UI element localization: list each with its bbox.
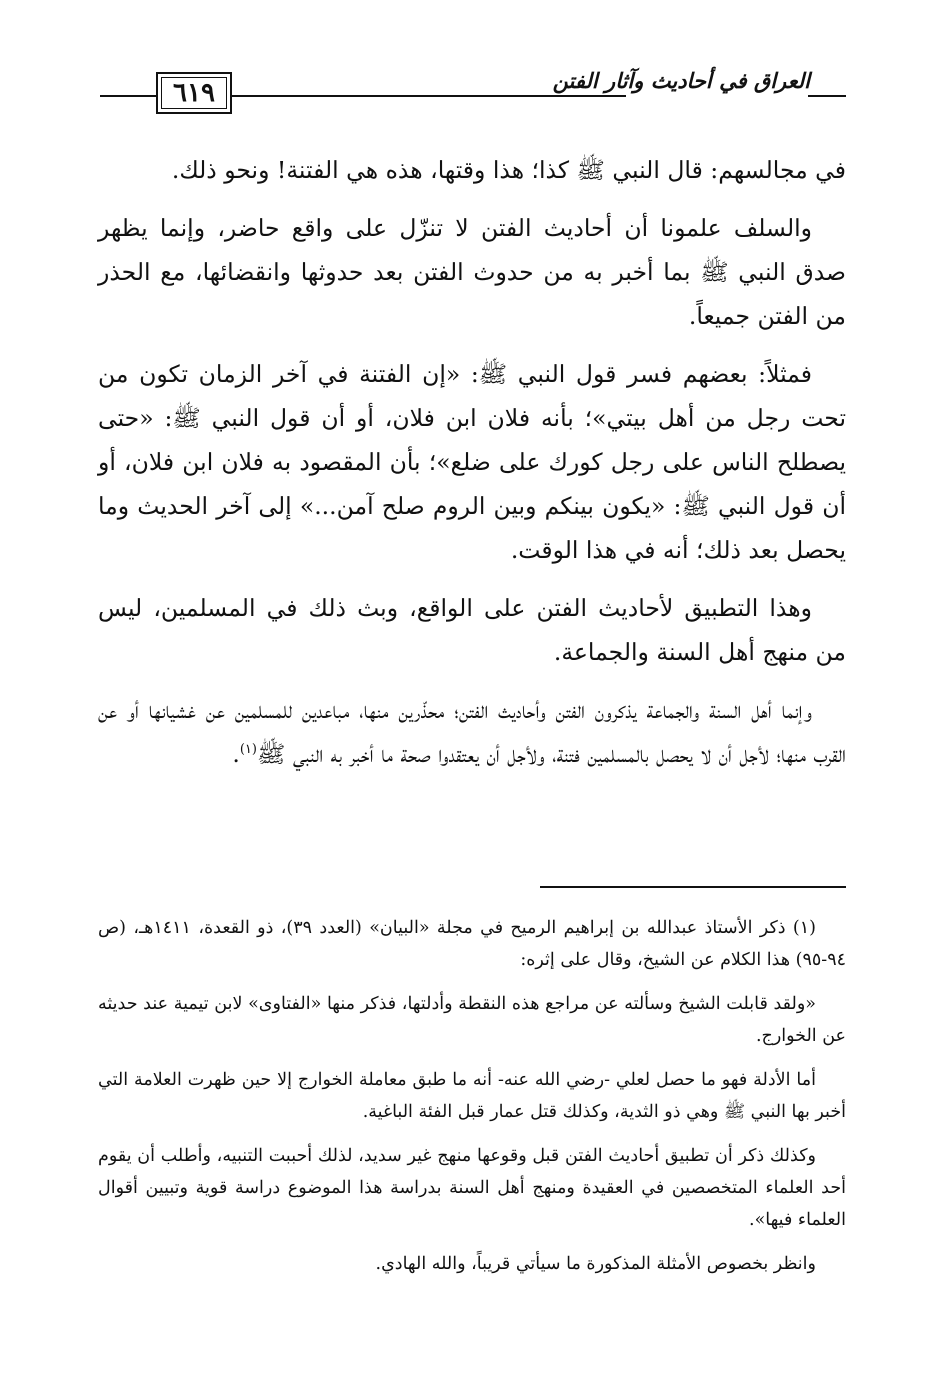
paragraph: وهذا التطبيق لأحاديث الفتن على الواقع، وبث ذلك في المسلمين، ليس من منهج أهل السنة والجماعة. bbox=[98, 594, 846, 666]
footnote-quote: «ولقد قابلت الشيخ وسألته عن مراجع هذه النقطة وأدلتها، فذكر منها «الفتاوى» لابن تيمية عند حديثه عن الخوارج. bbox=[98, 994, 846, 1046]
footnote-1: (١) ذكر الأستاذ عبدالله بن إبراهيم الرميح في مجلة «البيان» (العدد ٣٩)، ذو القعدة، ١٤١١هـ، (ص ٩٤-٩٥) هذا الكلام عن الشيخ، وقال على إثره: bbox=[98, 918, 846, 970]
paragraph: في مجالسهم: قال النبي ﷺ كذا؛ هذا وقتها، هذه هي الفتنة! ونحو ذلك. bbox=[171, 156, 846, 184]
paragraph-end-punctuation: . bbox=[232, 740, 240, 768]
footnotes bbox=[98, 912, 846, 1292]
paragraph-last bbox=[98, 688, 846, 776]
footnote-quote: وكذلك ذكر أن تطبيق أحاديث الفتن قبل وقوعها منهج غير سديد، لذلك أحببت التنبيه، وأطلب أن يقوم أحد العلماء المتخصصين في العقيدة ومنهج أهل السنة بدراسة هذا الموضوع دراسة قوية وتبيين أقوال العلماء فيها». bbox=[98, 1146, 846, 1230]
paragraph-text: وإنما أهل السنة والجماعة يذكرون الفتن وأحاديث الفتن؛ محذّرين منها، مباعدين للمسلمين عن غشيانها أو عن القرب منها؛ لأجل أن لا يحصل بالمسلمين فتنة، ولأجل أن يعتقدوا صحة ما أخبر به النبي ﷺ bbox=[98, 696, 846, 768]
footnote-reference[interactable]: (١) bbox=[239, 742, 257, 758]
footnote-separator bbox=[540, 886, 846, 888]
footnote-note: وانظر بخصوص الأمثلة المذكورة ما سيأتي قريباً، والله الهادي. bbox=[375, 1254, 816, 1274]
paragraph: فمثلاً: بعضهم فسر قول النبي ﷺ: «إن الفتنة في آخر الزمان تكون من تحت رجل من أهل بيتي»؛ بأنه فلان ابن فلان، أو أن قول النبي ﷺ: «حتى يصطلح الناس على رجل كورك على ضلع»؛ بأن المقصود به فلان ابن فلان، أو أن قول النبي ﷺ: «يكون بينكم وبين الروم صلح آمن...» إلى آخر الحديث وما يحصل بعد ذلك؛ أنه في هذا الوقت. bbox=[98, 360, 846, 564]
header-rule-middle bbox=[232, 95, 626, 97]
page-number-box bbox=[156, 72, 232, 114]
header-rule-left bbox=[100, 95, 156, 97]
book-title: العراق في أحاديث وآثار الفتن bbox=[552, 68, 810, 93]
header-rule-right bbox=[808, 95, 846, 97]
page-number: ٦١٩ bbox=[173, 78, 215, 108]
paragraph: والسلف علمونا أن أحاديث الفتن لا تنزّل على واقع حاضر، وإنما يظهر صدق النبي ﷺ بما أخبر به من حدوث الفتن بعد حدوثها وانقضائها، مع الحذر من الفتن جميعاً. bbox=[98, 214, 846, 330]
main-text bbox=[98, 148, 846, 790]
footnote-quote: أما الأدلة فهو ما حصل لعلي -رضي الله عنه- أنه ما طبق معاملة الخوارج إلا حين ظهرت العلامة التي أخبر بها النبي ﷺ وهي ذو الثدية، وكذلك قتل عمار قبل الفئة الباغية. bbox=[98, 1070, 846, 1122]
